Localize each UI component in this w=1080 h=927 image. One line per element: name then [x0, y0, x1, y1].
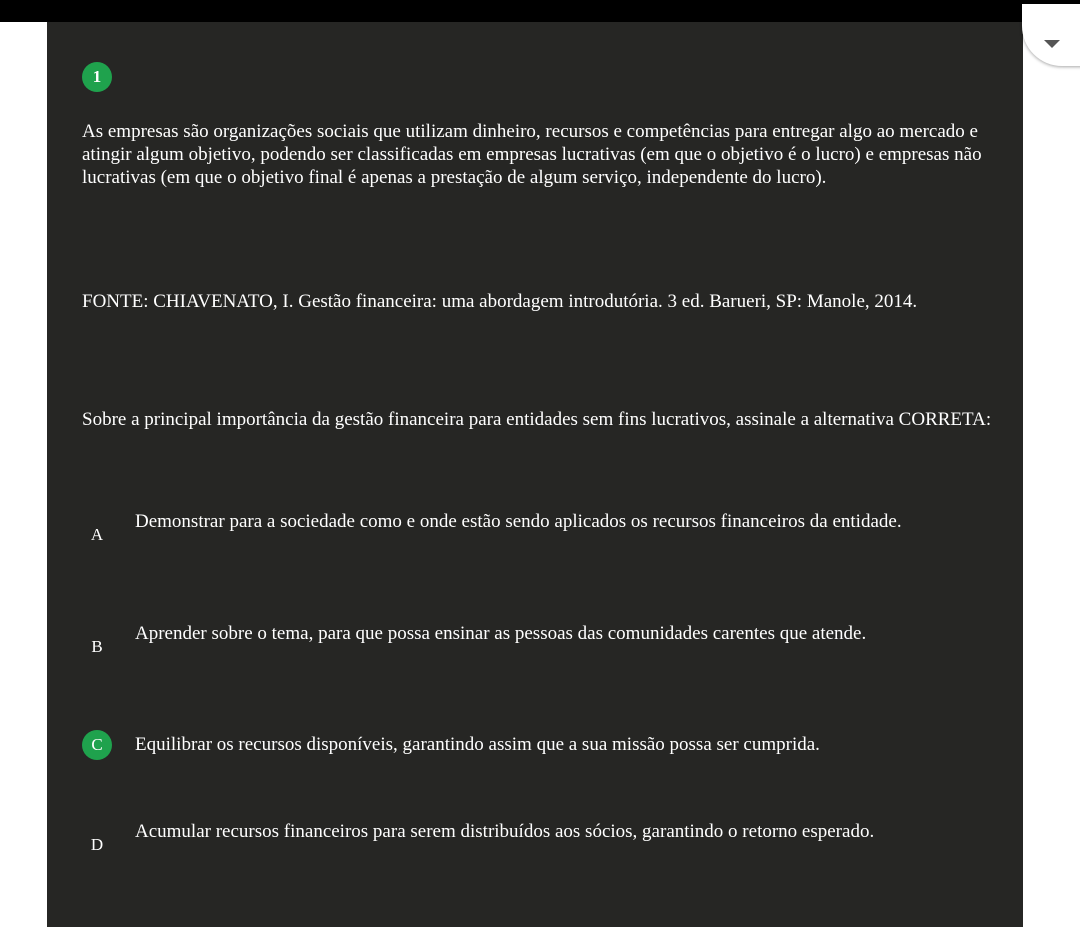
question-source: FONTE: CHIAVENATO, I. Gestão financeira: uma abordagem introdutória. 3 ed. Barueri, SP: Manole, 2014. [82, 291, 918, 312]
option-text[interactable]: Equilibrar os recursos disponíveis, garantindo assim que a sua missão possa ser cumprida. [135, 734, 820, 755]
question-prompt: Sobre a principal importância da gestão financeira para entidades sem fins lucrativos, assinale a alternativa CORRETA: [82, 409, 992, 430]
option-letter[interactable]: D [90, 835, 104, 854]
option-text[interactable]: Acumular recursos financeiros para serem distribuídos aos sócios, garantindo o retorno esperado. [135, 821, 875, 842]
question-card [47, 22, 1023, 927]
question-number-badge: 1 [82, 62, 112, 92]
option-letter[interactable]: A [90, 525, 104, 544]
dropdown-toggle[interactable] [1022, 4, 1080, 66]
option-letter[interactable]: B [91, 637, 103, 656]
option-text[interactable]: Aprender sobre o tema, para que possa ensinar as pessoas das comunidades carentes que atende. [135, 623, 867, 644]
status-bar [0, 0, 1080, 22]
option-letter-selected-badge[interactable]: C [82, 730, 112, 760]
chevron-down-icon[interactable] [1044, 40, 1060, 48]
question-context: As empresas são organizações sociais que utilizam dinheiro, recursos e competências para entregar algo ao mercado e atingir algum objetivo, podendo ser classificadas em empresas lucrativas (em que o objetivo é o lucro) e empresas não lucrativas (em que o objetivo final é apenas a prestação de algum serviço, independente do lucro). [82, 121, 982, 188]
option-text[interactable]: Demonstrar para a sociedade como e onde estão sendo aplicados os recursos financeiros da entidade. [135, 511, 902, 532]
